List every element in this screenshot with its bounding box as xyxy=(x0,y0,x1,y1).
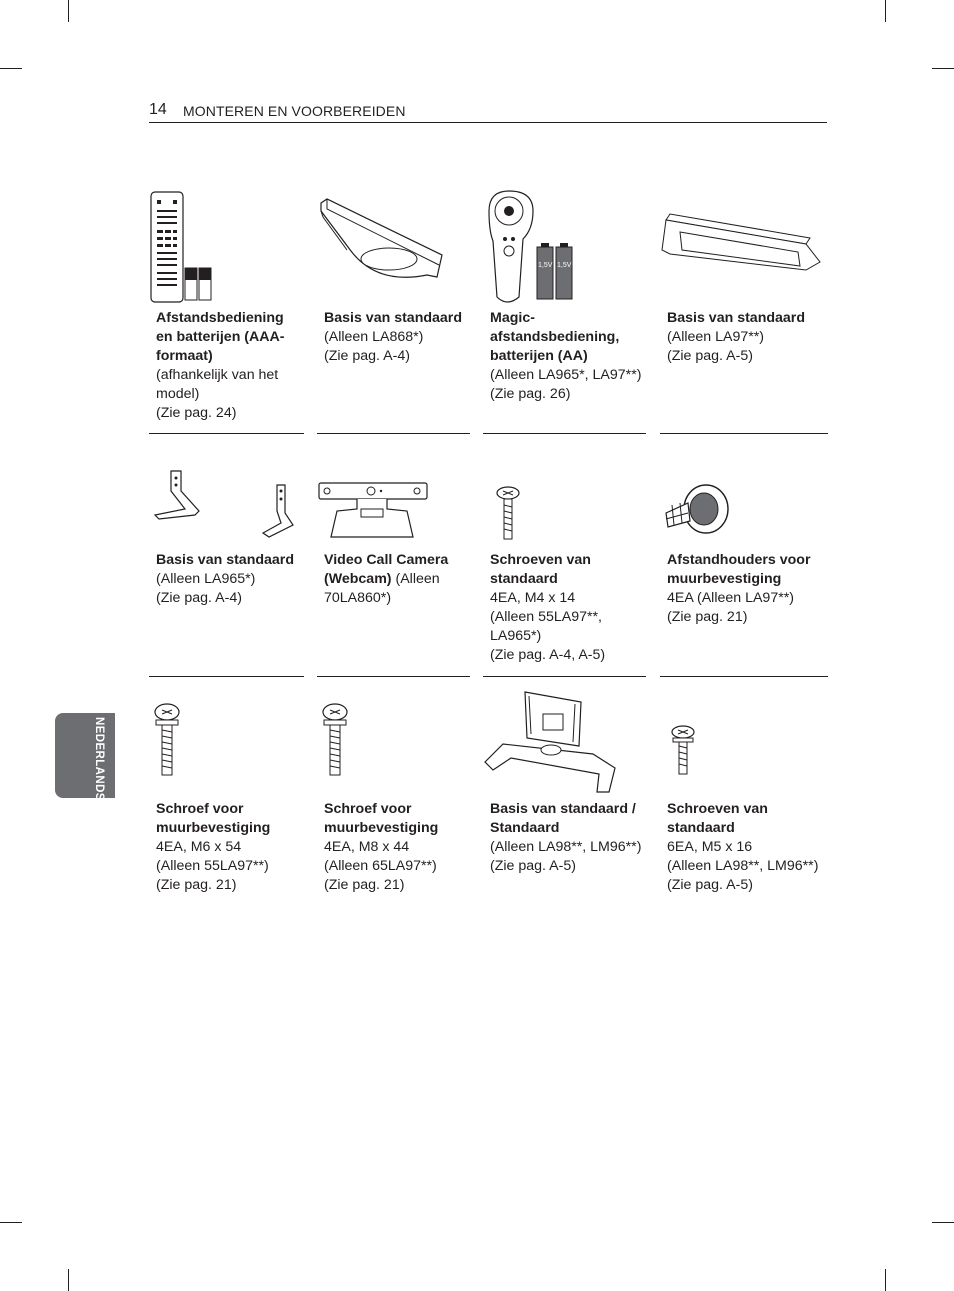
item-title-line: Basis van standaard xyxy=(324,310,462,326)
item-detail-line: 6EA, M5 x 16 xyxy=(667,839,753,855)
item-detail-line: (Zie pag. A-5) xyxy=(490,858,576,874)
item-detail-line: 4EA, M4 x 14 xyxy=(490,590,576,606)
item-text xyxy=(156,309,284,423)
crop-mark xyxy=(0,1222,22,1223)
item-title-line: muurbevestiging xyxy=(667,571,782,587)
wall-screw-m8-icon xyxy=(319,702,359,782)
item-divider xyxy=(149,676,304,677)
item-title-line: Basis van standaard / xyxy=(490,801,636,817)
crop-mark xyxy=(68,1269,69,1291)
item-title-line: Schroef voor xyxy=(324,801,412,817)
battery-label: 1,5V xyxy=(538,262,553,269)
crop-mark xyxy=(932,68,954,69)
item-screws-m5 xyxy=(660,678,828,908)
item-title-line: en batterijen (AAA- xyxy=(156,329,285,345)
item-title-line: Schroeven van xyxy=(490,552,591,568)
item-title-line: (Webcam) xyxy=(324,571,392,587)
item-title-line: Afstandsbediening xyxy=(156,310,284,326)
item-title-line: Afstandhouders voor xyxy=(667,552,811,568)
crop-mark xyxy=(885,0,886,22)
stand-screw-m5-icon xyxy=(668,724,708,784)
item-title-line: Standaard xyxy=(490,820,560,836)
item-wall-screw-m6 xyxy=(149,678,304,908)
item-text xyxy=(324,309,462,366)
item-detail-line: 4EA, M6 x 54 xyxy=(156,839,242,855)
item-detail-line: (afhankelijk van het xyxy=(156,367,279,383)
item-wall-screw-m8 xyxy=(317,678,470,908)
item-title-line: standaard xyxy=(667,820,735,836)
item-divider xyxy=(660,433,828,434)
item-title-line: formaat) xyxy=(156,348,213,364)
item-detail-line: (Zie pag. 26) xyxy=(490,386,571,402)
language-tab xyxy=(55,713,115,801)
item-title-line: Schroeven van xyxy=(667,801,768,817)
item-detail-line: (Alleen xyxy=(391,571,440,587)
item-divider xyxy=(483,676,646,677)
item-divider xyxy=(660,676,828,677)
item-text xyxy=(490,309,641,404)
item-detail-line: model) xyxy=(156,386,200,402)
item-detail-line: (Zie pag. A-4) xyxy=(324,348,410,364)
item-divider xyxy=(317,433,470,434)
page-header xyxy=(149,100,827,123)
item-detail-line: (Alleen LA98**, LM96**) xyxy=(490,839,642,855)
remote-with-batteries-icon xyxy=(149,190,219,310)
item-text xyxy=(324,800,438,895)
stand-feet-la965-icon xyxy=(149,465,299,540)
crop-mark xyxy=(932,1222,954,1223)
item-title-line: Video Call Camera xyxy=(324,552,449,568)
item-detail-line: (Alleen 55LA97**) xyxy=(156,858,269,874)
item-remote xyxy=(149,185,304,435)
item-text xyxy=(156,551,294,608)
battery-label: 1,5V xyxy=(557,262,572,269)
wall-screw-m6-icon xyxy=(151,702,191,782)
item-detail-line: (Zie pag. A-4) xyxy=(156,590,242,606)
stand-base-la97-icon xyxy=(660,210,825,280)
item-title-line: Schroef voor xyxy=(156,801,244,817)
item-detail-line: (Alleen LA97**) xyxy=(667,329,765,345)
item-detail-line: 4EA (Alleen LA97**) xyxy=(667,590,794,606)
item-text xyxy=(490,551,605,665)
item-text xyxy=(324,551,448,608)
item-detail-line: (Zie pag. A-5) xyxy=(667,348,753,364)
crop-mark xyxy=(68,0,69,22)
item-magic-remote xyxy=(483,185,646,435)
item-text xyxy=(667,800,818,895)
item-detail-line: (Zie pag. 21) xyxy=(667,609,748,625)
item-stand-la965 xyxy=(149,435,304,678)
webcam-icon xyxy=(317,481,432,551)
item-detail-line: (Alleen 65LA97**) xyxy=(324,858,437,874)
stand-base-body-icon xyxy=(483,688,623,798)
item-detail-line: (Zie pag. A-5) xyxy=(667,877,753,893)
stand-screw-m4-icon xyxy=(493,485,533,545)
item-text xyxy=(156,800,270,895)
section-title: MONTEREN EN VOORBEREIDEN xyxy=(183,103,406,119)
crop-mark xyxy=(885,1269,886,1291)
item-detail-line: (Zie pag. 21) xyxy=(156,877,237,893)
item-divider xyxy=(149,433,304,434)
crop-mark xyxy=(0,68,22,69)
item-detail-line: (Alleen LA965*, LA97**) xyxy=(490,367,642,383)
item-detail-line: (Alleen LA98**, LM96**) xyxy=(667,858,819,874)
item-divider xyxy=(483,433,646,434)
item-title-line: Basis van standaard xyxy=(156,552,294,568)
item-divider xyxy=(317,676,470,677)
item-title-line: Magic- xyxy=(490,310,535,326)
item-title-line: afstandsbediening, xyxy=(490,329,620,345)
item-detail-line: LA965*) xyxy=(490,628,542,644)
item-detail-line: (Zie pag. 21) xyxy=(324,877,405,893)
magic-remote-with-batteries-icon xyxy=(483,189,583,309)
language-label: NEDERLANDS xyxy=(93,717,105,801)
item-text xyxy=(490,800,641,876)
item-wall-spacers xyxy=(660,435,828,678)
item-detail-line: (Alleen 55LA97**, xyxy=(490,609,603,625)
item-text xyxy=(667,309,805,366)
item-detail-line: 4EA, M8 x 44 xyxy=(324,839,410,855)
item-detail-line: (Alleen LA965*) xyxy=(156,571,256,587)
item-title-line: standaard xyxy=(490,571,558,587)
page-number: 14 xyxy=(149,101,167,118)
item-detail-line: (Zie pag. A-4, A-5) xyxy=(490,647,606,663)
wall-spacer-icon xyxy=(660,481,740,546)
item-detail-line: (Alleen LA868*) xyxy=(324,329,424,345)
item-stand-la868 xyxy=(317,185,470,435)
item-stand-la97 xyxy=(660,185,828,435)
item-title-line: Basis van standaard xyxy=(667,310,805,326)
item-stand-body xyxy=(483,678,646,908)
item-title-line: batterijen (AA) xyxy=(490,348,588,364)
item-webcam xyxy=(317,435,470,678)
stand-base-la868-icon xyxy=(317,195,447,285)
item-detail-line: (Zie pag. 24) xyxy=(156,405,237,421)
item-text xyxy=(667,551,810,627)
item-title-line: muurbevestiging xyxy=(324,820,439,836)
item-screws-m4 xyxy=(483,435,646,678)
item-title-line: muurbevestiging xyxy=(156,820,271,836)
item-detail-line: 70LA860*) xyxy=(324,590,392,606)
